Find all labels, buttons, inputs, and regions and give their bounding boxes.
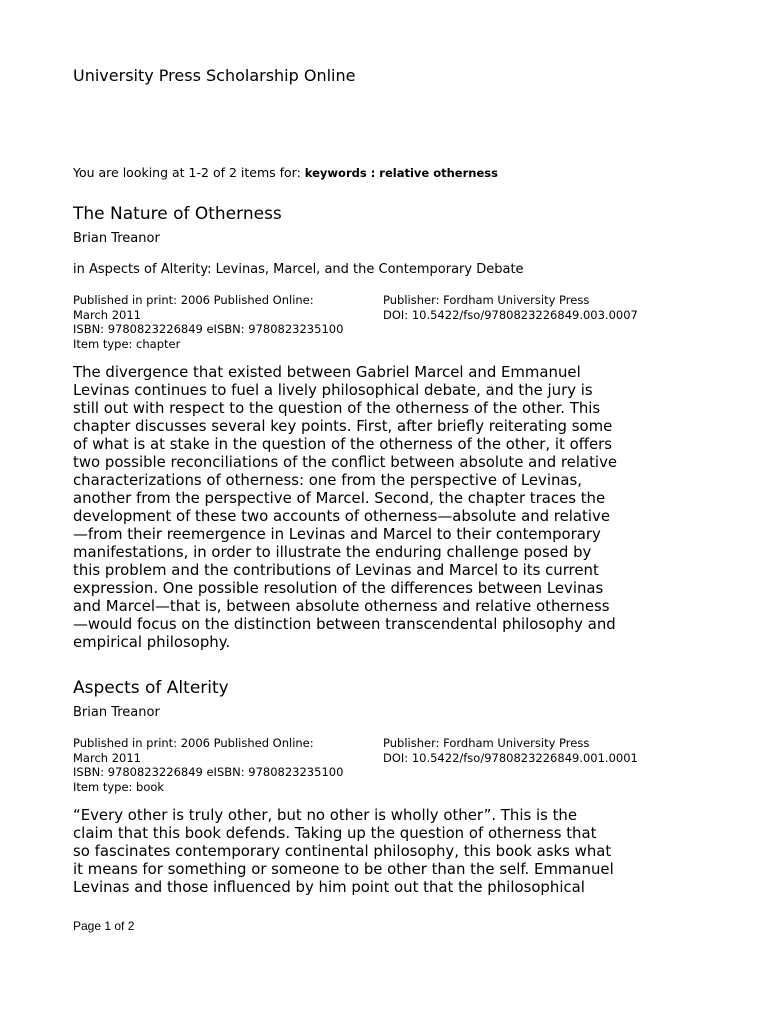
metadata-right: [383, 293, 638, 351]
page-number: Page 1 of 2: [73, 919, 135, 933]
abstract-line: this problem and the contributions of Levinas and Marcel to its current: [73, 561, 599, 579]
site-title: University Press Scholarship Online: [73, 66, 356, 85]
metadata-left: [73, 736, 383, 794]
item-abstract: [73, 363, 693, 651]
metadata-left: [73, 293, 383, 351]
meta-item-type: Item type: book: [73, 779, 165, 794]
meta-published-date: March 2011: [73, 307, 141, 322]
item-author: Brian Treanor: [73, 705, 160, 720]
result-item-1: [73, 204, 693, 651]
result-item-2: [73, 678, 693, 896]
abstract-line: so fascinates contemporary continental philosophy, this book asks what: [73, 842, 612, 860]
abstract-line: and Marcel—that is, between absolute otherness and relative otherness: [73, 597, 610, 615]
item-title[interactable]: Aspects of Alterity: [73, 678, 229, 698]
abstract-line: another from the perspective of Marcel. Second, the chapter traces the: [73, 489, 606, 507]
abstract-line: claim that this book defends. Taking up the question of otherness that: [73, 824, 597, 842]
abstract-line: —from their reemergence in Levinas and Marcel to their contemporary: [73, 525, 601, 543]
abstract-line: —would focus on the distinction between transcendental philosophy and: [73, 615, 616, 633]
meta-isbn: ISBN: 9780823226849 eISBN: 9780823235100: [73, 765, 344, 779]
meta-item-type: Item type: chapter: [73, 336, 181, 351]
abstract-line: still out with respect to the question of the otherness of the other. This: [73, 399, 601, 417]
meta-publisher: Publisher: Fordham University Press: [383, 736, 590, 750]
item-metadata: [73, 293, 693, 351]
meta-published: Published in print: 2006 Published Online:: [73, 736, 314, 750]
meta-doi: DOI: 10.5422/fso/9780823226849.001.0001: [383, 750, 638, 765]
abstract-line: expression. One possible resolution of the differences between Levinas: [73, 579, 604, 597]
item-author: Brian Treanor: [73, 231, 160, 246]
abstract-line: The divergence that existed between Gabriel Marcel and Emmanuel: [73, 363, 581, 381]
meta-published-date: March 2011: [73, 750, 141, 765]
abstract-line: of what is at stake in the question of the otherness of the other, it offers: [73, 435, 612, 453]
item-in-book: in Aspects of Alterity: Levinas, Marcel, and the Contemporary Debate: [73, 262, 524, 277]
abstract-line: empirical philosophy.: [73, 633, 231, 651]
meta-isbn: ISBN: 9780823226849 eISBN: 9780823235100: [73, 322, 344, 336]
abstract-line: development of these two accounts of otherness—absolute and relative: [73, 507, 610, 525]
abstract-line: manifestations, in order to illustrate the enduring challenge posed by: [73, 543, 592, 561]
results-summary: [73, 165, 498, 180]
meta-publisher: Publisher: Fordham University Press: [383, 293, 590, 307]
meta-doi: DOI: 10.5422/fso/9780823226849.003.0007: [383, 307, 638, 322]
abstract-line: chapter discusses several key points. First, after briefly reiterating some: [73, 417, 613, 435]
abstract-line: Levinas continues to fuel a lively philosophical debate, and the jury is: [73, 381, 593, 399]
results-keywords: keywords : relative otherness: [304, 166, 498, 180]
item-title[interactable]: The Nature of Otherness: [73, 204, 282, 224]
meta-published: Published in print: 2006 Published Online:: [73, 293, 314, 307]
abstract-line: it means for something or someone to be other than the self. Emmanuel: [73, 860, 614, 878]
abstract-line: Levinas and those influenced by him point out that the philosophical: [73, 878, 585, 896]
metadata-right: [383, 736, 638, 794]
abstract-line: two possible reconciliations of the conflict between absolute and relative: [73, 453, 618, 471]
results-prefix: You are looking at 1-2 of 2 items for:: [73, 165, 305, 180]
abstract-line: characterizations of otherness: one from the perspective of Levinas,: [73, 471, 583, 489]
abstract-line: “Every other is truly other, but no other is wholly other”. This is the: [73, 806, 578, 824]
item-abstract: [73, 806, 693, 896]
item-metadata: [73, 736, 693, 794]
